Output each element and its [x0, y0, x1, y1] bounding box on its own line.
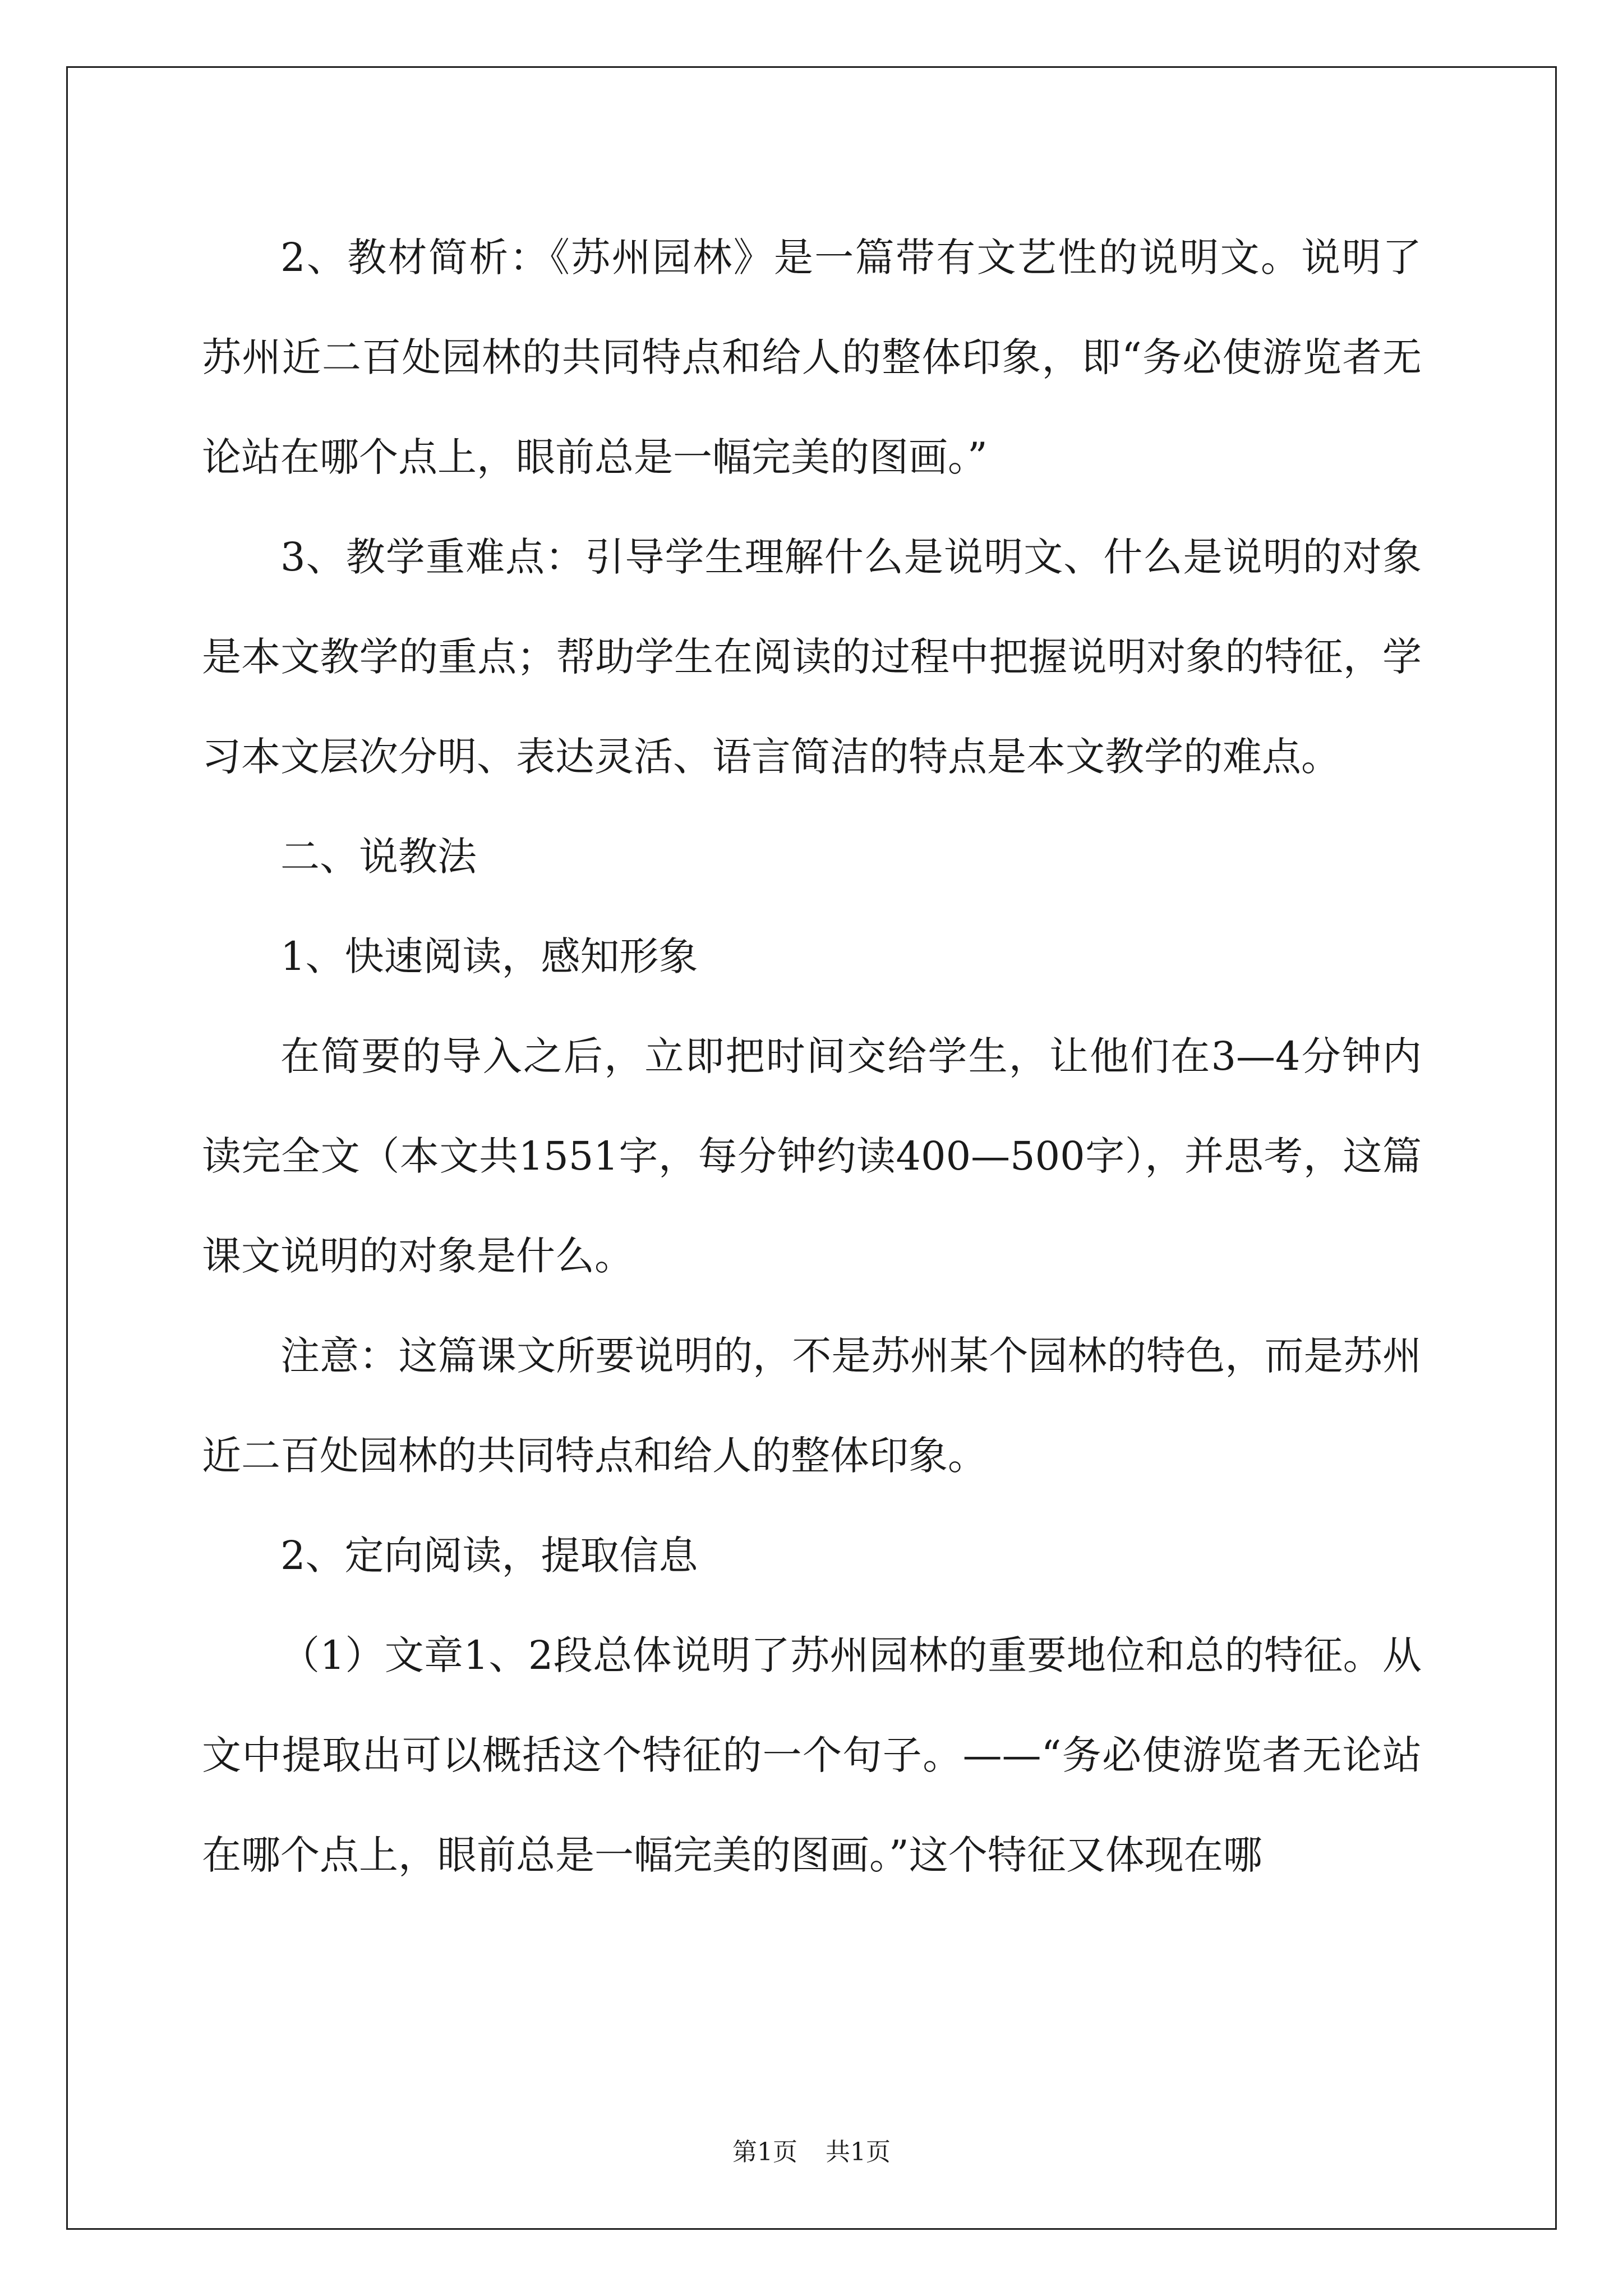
page-number: 第1页 — [732, 2138, 797, 2166]
page-total: 共1页 — [826, 2138, 891, 2166]
page-footer — [0, 2132, 1623, 2168]
subsection-heading: 2、定向阅读，提取信息 — [280, 1533, 698, 1579]
paragraph: （1）文章1、2段总体说明了苏州园林的重要地位和总的特征。从文中提取出可以概括这个特征的一个句子。——“务必使游览者无论站在哪个点上，眼前总是一幅完美的图画。”这个特征又体现在哪 — [202, 1632, 1422, 1878]
paragraph: 在简要的导入之后，立即把时间交给学生，让他们在3—4分钟内读完全文（本文共1551字，每分钟约读400—500字），并思考，这篇课文说明的对象是什么。 — [202, 1033, 1422, 1279]
paragraph: 2、教材简析：《苏州园林》是一篇带有文艺性的说明文。说明了苏州近二百处园林的共同特点和给人的整体印象，即“务必使游览者无论站在哪个点上，眼前总是一幅完美的图画。” — [202, 234, 1422, 480]
section-heading: 二、说教法 — [280, 834, 477, 880]
document-body — [202, 208, 1422, 1905]
paragraph: 注意：这篇课文所要说明的，不是苏州某个园林的特色，而是苏州近二百处园林的共同特点和给人的整体印象。 — [202, 1333, 1422, 1479]
paragraph: 3、教学重难点：引导学生理解什么是说明文、什么是说明的对象是本文教学的重点；帮助学生在阅读的过程中把握说明对象的特征，学习本文层次分明、表达灵活、语言简洁的特点是本文教学的难点。 — [202, 534, 1422, 780]
subsection-heading: 1、快速阅读，感知形象 — [280, 933, 698, 979]
